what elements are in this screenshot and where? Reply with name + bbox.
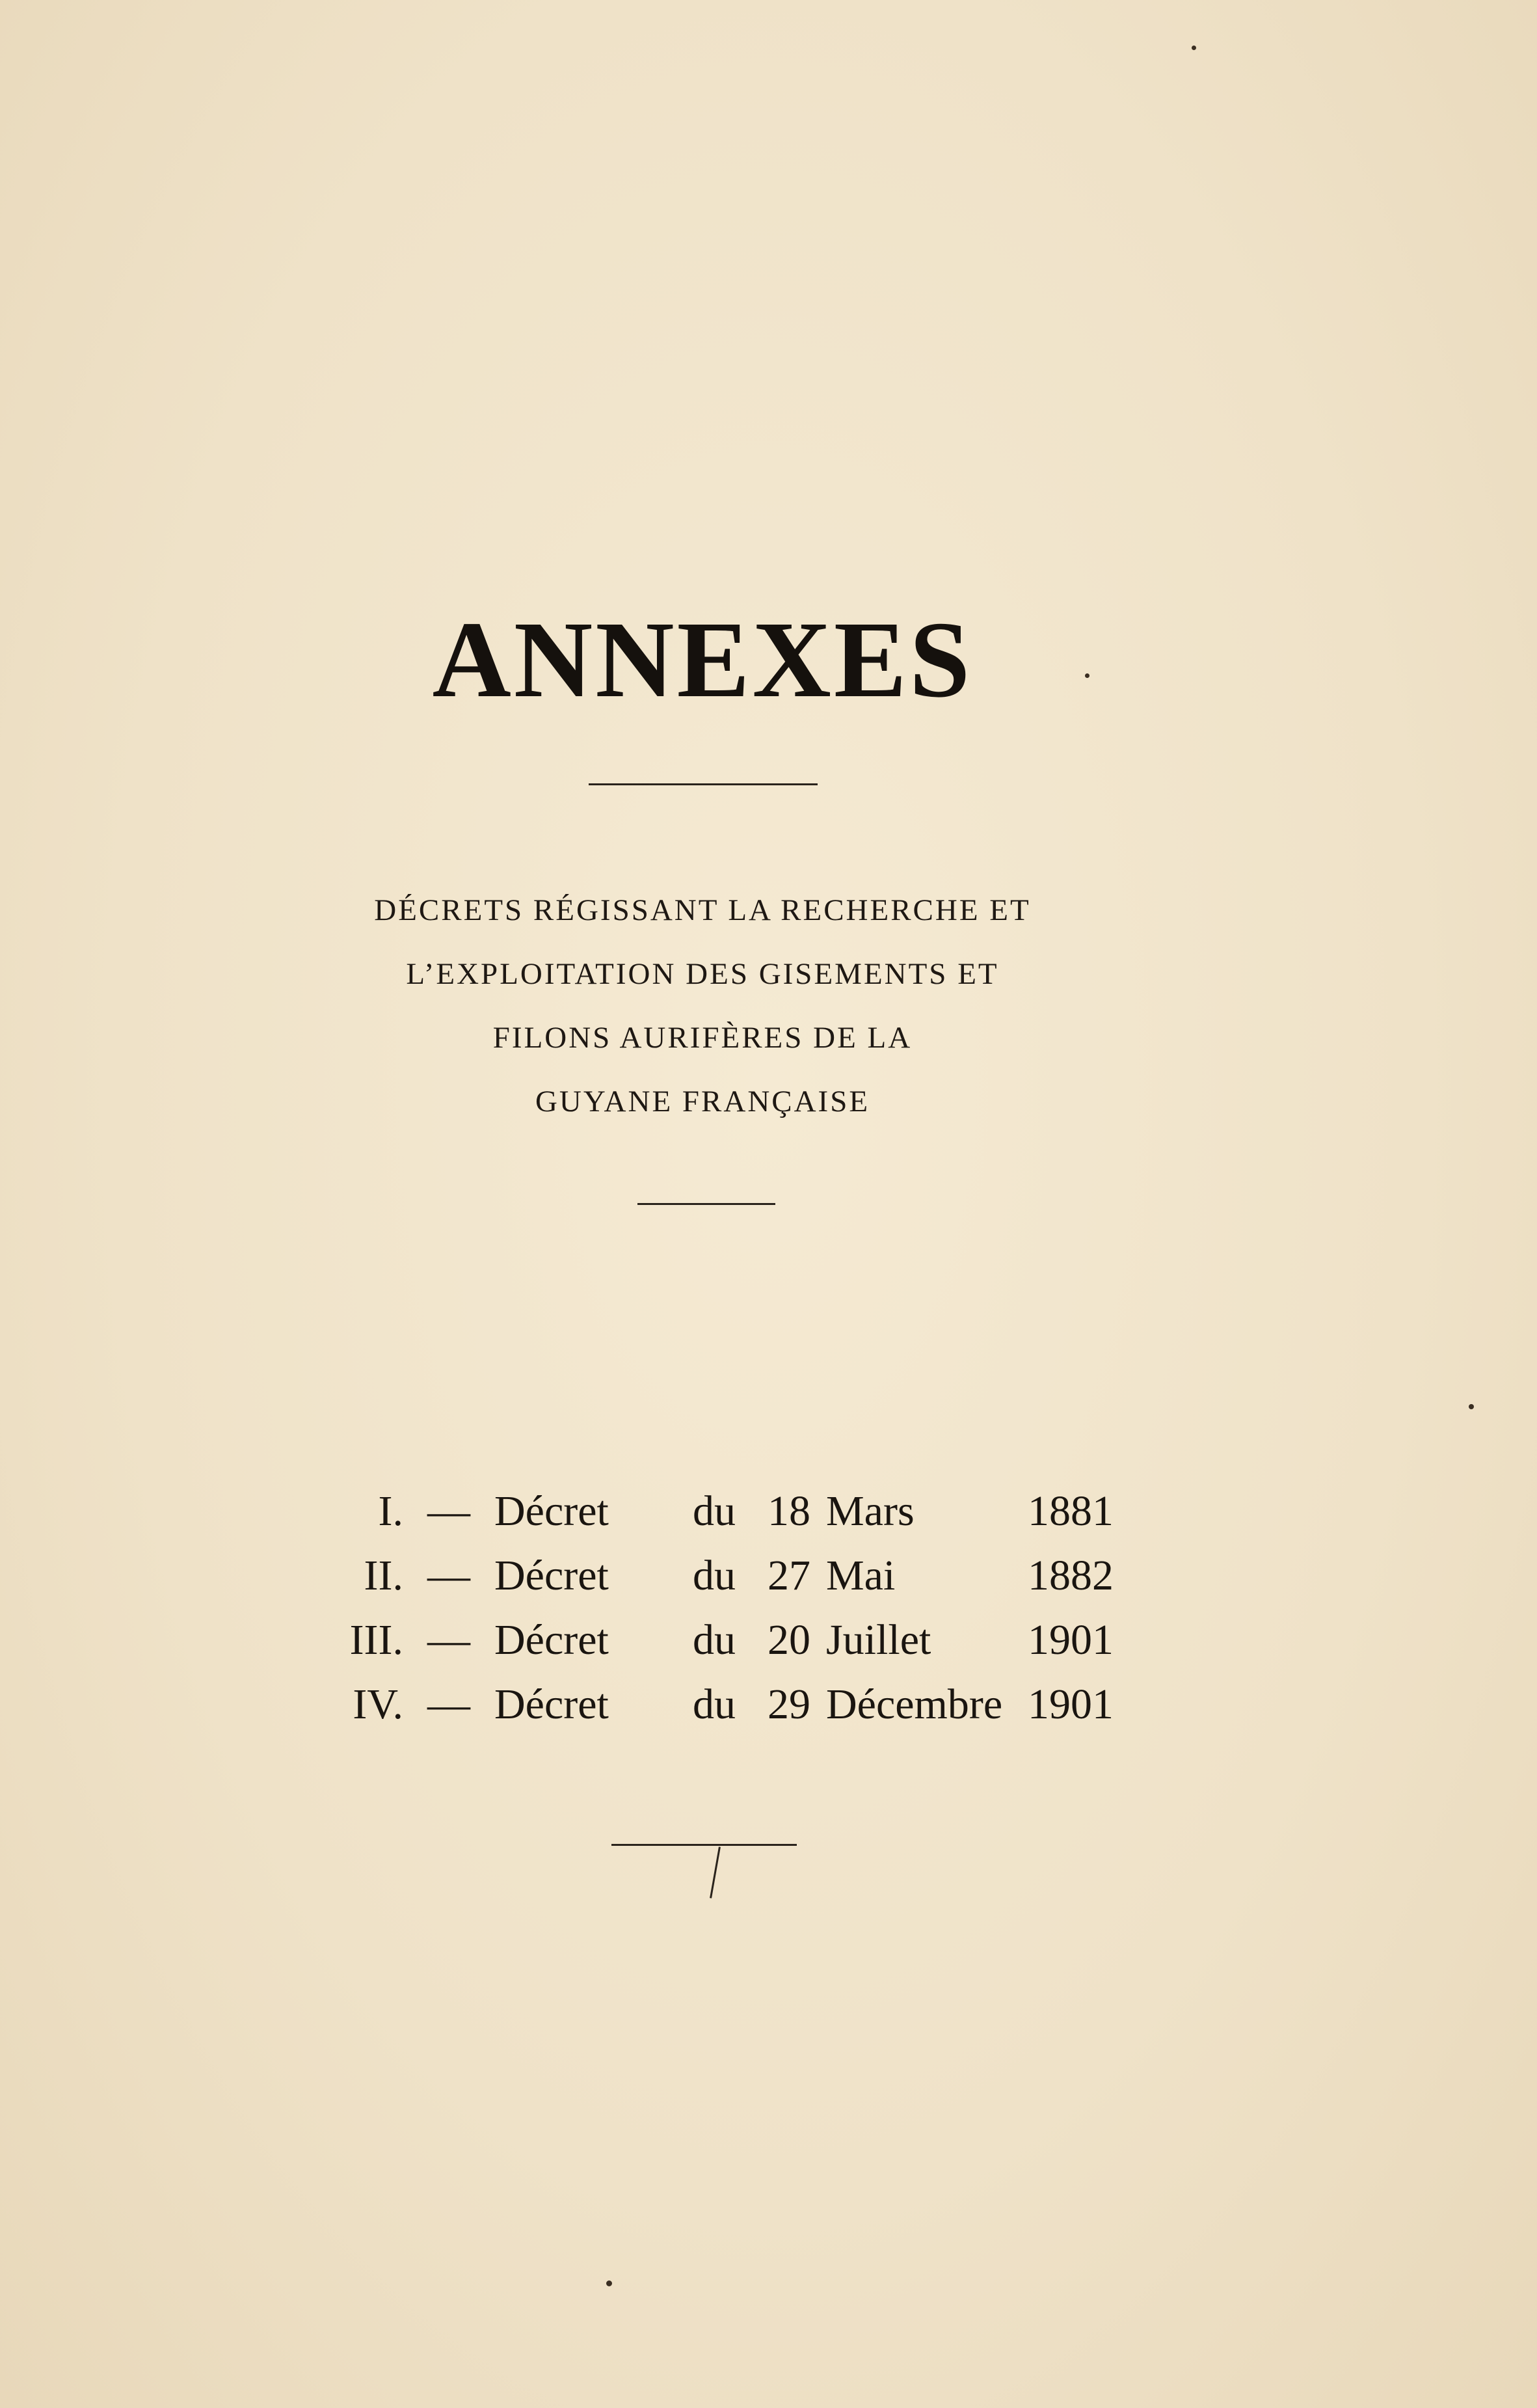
decree-year: 1901 <box>1028 1681 1114 1728</box>
decree-day: 27 <box>768 1552 810 1599</box>
decree-month: Décembre <box>826 1681 1003 1728</box>
decree-word: Décret <box>494 1487 609 1535</box>
decree-word: Décret <box>494 1616 609 1664</box>
decree-dash: — <box>427 1616 470 1664</box>
decree-month: Juillet <box>826 1616 931 1664</box>
decree-dash: — <box>427 1552 470 1599</box>
decree-list <box>312 1487 1114 1744</box>
paper-speck <box>1085 673 1089 678</box>
decree-day: 29 <box>768 1681 810 1728</box>
subtitle-line: GUYANE FRANÇAISE <box>535 1085 870 1118</box>
decree-number: IV. <box>353 1681 403 1728</box>
decree-number: I. <box>378 1487 403 1535</box>
page-title: ANNEXES <box>432 599 973 720</box>
decree-prep: du <box>693 1616 736 1664</box>
decree-day: 18 <box>768 1487 810 1535</box>
paper-speck <box>1469 1404 1474 1409</box>
decree-prep: du <box>693 1487 736 1535</box>
decree-year: 1882 <box>1028 1552 1114 1599</box>
decree-prep: du <box>693 1552 736 1599</box>
decree-dash: — <box>427 1487 470 1535</box>
end-divider <box>611 1844 797 1846</box>
decree-row <box>312 1616 1114 1680</box>
paper-speck <box>606 2280 612 2286</box>
decree-row <box>312 1680 1114 1744</box>
decree-number: III. <box>349 1616 403 1664</box>
decree-month: Mars <box>826 1487 915 1535</box>
decree-month: Mai <box>826 1552 896 1599</box>
decree-word: Décret <box>494 1681 609 1728</box>
decree-dash: — <box>427 1681 470 1728</box>
decree-row <box>312 1551 1114 1616</box>
subtitle-block <box>247 878 1158 1133</box>
subtitle-line: L’EXPLOITATION DES GISEMENTS ET <box>406 957 999 991</box>
decree-day: 20 <box>768 1616 810 1664</box>
subtitle-line: DÉCRETS RÉGISSANT LA RECHERCHE ET <box>374 893 1031 927</box>
decree-year: 1901 <box>1028 1616 1114 1664</box>
decree-word: Décret <box>494 1552 609 1599</box>
decree-row <box>312 1487 1114 1551</box>
paper-speck <box>1192 46 1196 50</box>
end-mark <box>710 1847 721 1898</box>
subtitle-line: FILONS AURIFÈRES DE LA <box>492 1021 913 1055</box>
decree-number: II. <box>364 1552 403 1599</box>
title-divider <box>589 783 818 785</box>
subtitle-divider <box>637 1203 775 1205</box>
decree-prep: du <box>693 1681 736 1728</box>
decree-year: 1881 <box>1028 1487 1114 1535</box>
